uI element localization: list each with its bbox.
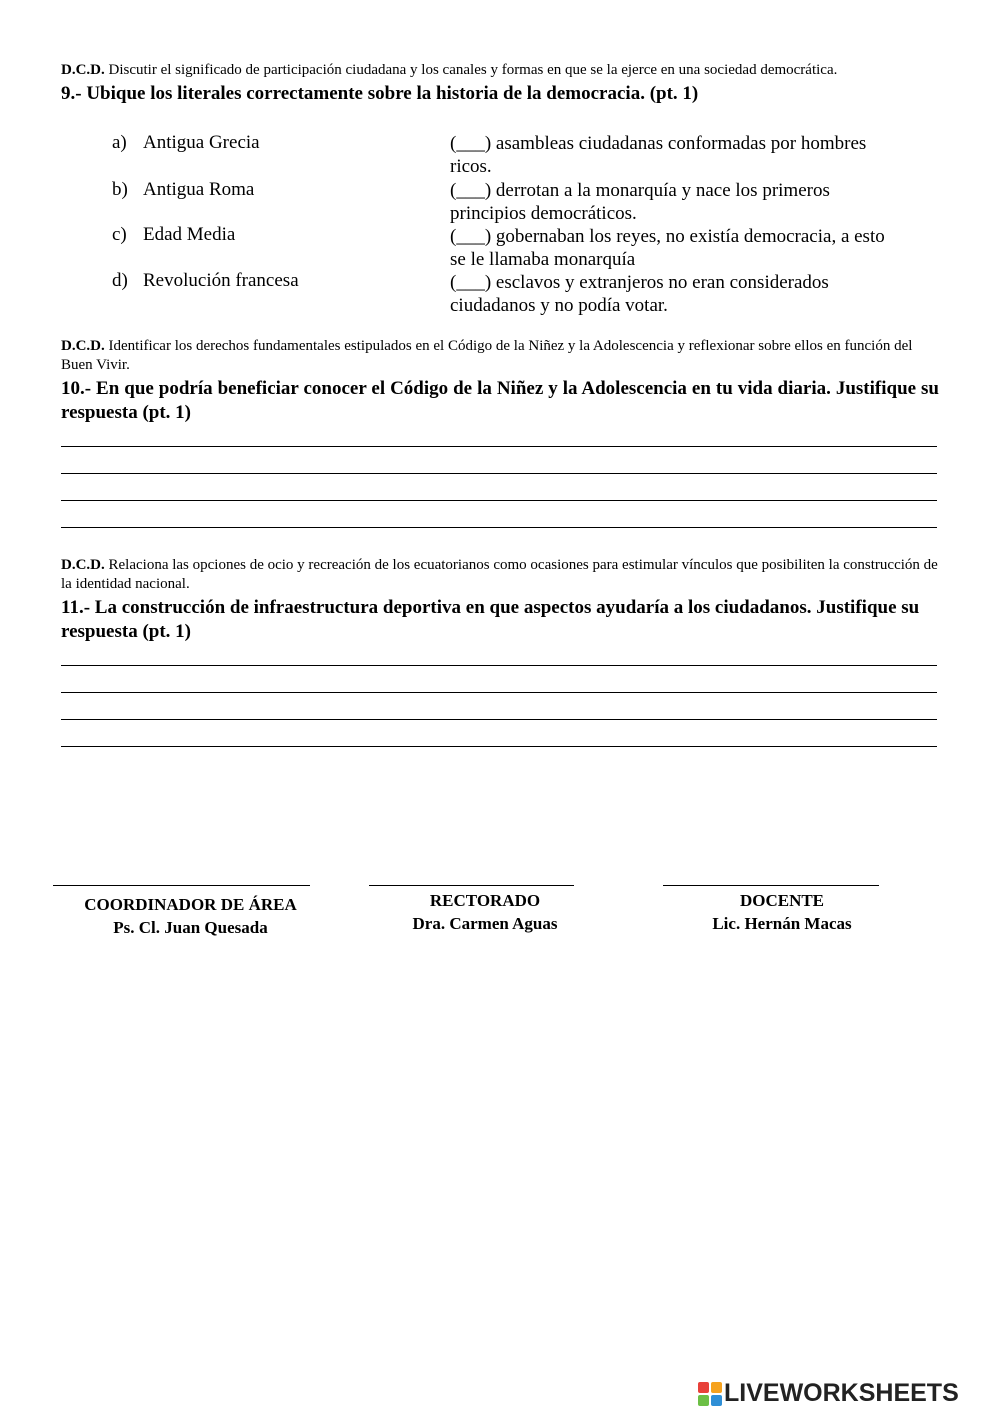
signature-rectorado: [369, 889, 601, 935]
answer-line[interactable]: [61, 746, 937, 747]
question-9: 9.- Ubique los literales correctamente sobre la historia de la democracia. (pt. 1): [61, 83, 699, 104]
option-label: Antigua Roma: [143, 179, 255, 200]
logo-square-blue: [711, 1395, 722, 1406]
dcd-text: Discutir el significado de participación ciudadana y los canales y formas en que se la ejerce en una sociedad democrática.: [108, 62, 838, 78]
dcd-objective-10: [61, 337, 941, 375]
statement-line: ciudadanos y no podía votar.: [450, 295, 668, 316]
statement-line: (___) esclavos y extranjeros no eran considerados: [450, 272, 829, 293]
statement-line: (___) gobernaban los reyes, no existía democracia, a esto: [450, 226, 885, 247]
option-label: Antigua Grecia: [143, 132, 260, 153]
dcd-objective-9: [61, 61, 941, 80]
option-letter: d): [112, 270, 128, 291]
liveworksheets-logo: [697, 1380, 997, 1408]
signature-line: [369, 885, 574, 886]
signature-role: COORDINADOR DE ÁREA: [84, 895, 297, 914]
answer-line[interactable]: [61, 692, 937, 693]
answer-line[interactable]: [61, 527, 937, 528]
option-label: Revolución francesa: [143, 270, 299, 291]
statement-line: ricos.: [450, 156, 492, 177]
dcd-text: Identificar los derechos fundamentales estipulados en el Código de la Niñez y la Adolescencia y reflexionar sobre ellos en función del Buen Vivir.: [61, 338, 913, 373]
match-statement[interactable]: [450, 179, 920, 225]
signature-name: Ps. Cl. Juan Quesada: [113, 918, 268, 937]
question-10: 10.- En que podría beneficiar conocer el Código de la Niñez y la Adolescencia en tu vida diaria. Justifique su respuesta (pt. 1): [61, 378, 939, 423]
dcd-prefix: D.C.D.: [61, 338, 105, 354]
statement-line: (___) derrotan a la monarquía y nace los primeros: [450, 180, 830, 201]
match-statement[interactable]: [450, 225, 920, 271]
dcd-text: Relaciona las opciones de ocio y recreación de los ecuatorianos como ocasiones para estimular vínculos que posibiliten la construcción de la identidad nacional.: [61, 557, 938, 592]
option-letter: b): [112, 179, 128, 200]
logo-square-red: [698, 1382, 709, 1393]
answer-line[interactable]: [61, 473, 937, 474]
logo-square-orange: [711, 1382, 722, 1393]
signature-role: DOCENTE: [739, 891, 825, 910]
signature-name: Lic. Hernán Macas: [712, 914, 852, 933]
question-11: 11.- La construcción de infraestructura deportiva en que aspectos ayudaría a los ciudadanos. Justifique su respuesta (pt. 1): [61, 597, 920, 642]
signature-docente: [663, 889, 901, 935]
answer-line[interactable]: [61, 719, 937, 720]
signature-coordinador: [53, 893, 328, 939]
match-statement[interactable]: [450, 132, 920, 178]
statement-line: (___) asambleas ciudadanas conformadas por hombres: [450, 133, 867, 154]
signature-name: Dra. Carmen Aguas: [412, 914, 558, 933]
logo-square-green: [698, 1395, 709, 1406]
statement-line: se le llamaba monarquía: [450, 249, 636, 270]
signature-line: [53, 885, 310, 886]
match-statement[interactable]: [450, 271, 920, 317]
answer-line[interactable]: [61, 665, 937, 666]
statement-line: principios democráticos.: [450, 203, 637, 224]
option-letter: c): [112, 224, 127, 245]
option-label: Edad Media: [143, 224, 236, 245]
signature-line: [663, 885, 879, 886]
dcd-prefix: D.C.D.: [61, 557, 105, 573]
dcd-objective-11: [61, 556, 941, 594]
liveworksheets-logo-icon: [697, 1381, 723, 1407]
answer-line[interactable]: [61, 446, 937, 447]
logo-text: LIVEWORKSHEETS: [724, 1379, 959, 1407]
dcd-prefix: D.C.D.: [61, 62, 105, 78]
option-letter: a): [112, 132, 127, 153]
answer-line[interactable]: [61, 500, 937, 501]
signature-role: RECTORADO: [429, 891, 541, 910]
